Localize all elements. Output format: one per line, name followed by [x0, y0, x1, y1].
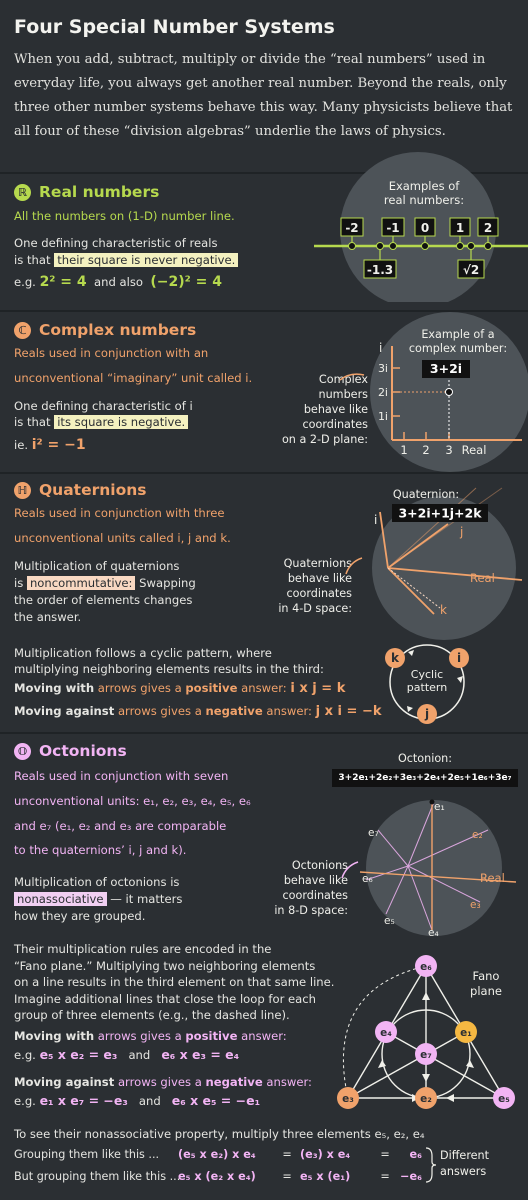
octonion-against-and: and	[138, 1094, 161, 1108]
fano-line-diag-1	[348, 1032, 466, 1098]
octonion-title: Octonions	[39, 742, 127, 760]
group1-d: (e₃) x e₄	[300, 1148, 351, 1161]
group2-e: =	[380, 1170, 390, 1183]
octonion-against-b: arrows gives a	[117, 1075, 202, 1089]
quaternion-mult-d: the order of elements changes	[14, 593, 193, 607]
group2-b: e₅ x (e₂ x e₄)	[178, 1170, 256, 1183]
octonion-symbol-icon: 𝕆	[14, 743, 31, 760]
example-1: 1	[455, 221, 465, 235]
complex-line1: Reals used in conjunction with an	[14, 346, 209, 360]
octonion-with-eg: e.g.	[14, 1048, 36, 1062]
group2-c: =	[282, 1170, 292, 1183]
group2-f: −e₆	[400, 1170, 422, 1183]
quaternion-mult-e: the answer.	[14, 610, 82, 624]
cycle-label-1: Cyclic	[410, 668, 444, 681]
octonion-line4: to the quaternions’ i, j and k).	[14, 843, 187, 857]
quaternion-cyclic-1: Multiplication follows a cyclic pattern, where	[14, 646, 272, 660]
octonion-fano-text	[14, 941, 354, 1024]
quaternion-cyclic-2: multiplying neighboring elements results in the third:	[14, 662, 324, 676]
grouping-row-1	[14, 1148, 422, 1161]
nonassoc-intro: To see their nonassociative property, multiply three elements e₅, e₂, e₄	[14, 1127, 425, 1141]
complex-eg-prefix: ie.	[14, 438, 29, 452]
complex-char-line	[14, 414, 188, 431]
quaternion-mult-c: Swapping	[139, 576, 196, 590]
quaternion-symbol-icon: ℍ	[14, 482, 31, 499]
fano-node-e2-label: e₂	[420, 1093, 432, 1105]
quaternion-with-eq: i x j = k	[290, 681, 346, 696]
quaternion-axis-j: j	[460, 525, 464, 539]
quaternion-title: Quaternions	[39, 481, 147, 499]
complex-char-b: is that	[14, 415, 51, 429]
octonion-against-rule	[14, 1074, 312, 1091]
octonion-against-eq2: e₆ x e₅ = −e₁	[171, 1093, 261, 1108]
complex-char-highlight: its square is negative.	[54, 415, 188, 429]
octonion-mult-c: how they are grouped.	[14, 909, 146, 923]
cycle-node-k-label: k	[391, 651, 399, 665]
complex-caption-arrow	[338, 370, 368, 384]
group1-f: e₆	[409, 1148, 422, 1161]
octonion-against-example	[14, 1092, 260, 1110]
answers-brace	[424, 1146, 438, 1184]
quaternion-mult-a: Multiplication of quaternions	[14, 559, 180, 573]
octonion-against-a: Moving against	[14, 1075, 115, 1089]
quaternion-with-rule	[14, 680, 345, 697]
octonion-coord-caption	[268, 858, 348, 918]
octonion-axis-e1: e₁	[434, 801, 445, 813]
complex-title: Complex numbers	[39, 321, 197, 339]
quaternion-heading	[14, 481, 147, 499]
complex-heading	[14, 321, 196, 339]
group2-d: e₅ x (e₁)	[300, 1170, 351, 1183]
complex-x-axis-label: Real	[461, 443, 487, 457]
complex-plane-caption-2: numbers	[318, 388, 368, 401]
fano-label-2: plane	[470, 984, 502, 998]
intro-paragraph: When you add, subtract, multiply or divide the “real numbers” used in everyday life, you always get another real number. Beyond the reals, only three other number systems behave this way. Many physicists believe that all four of these “division algebras” underlie the laws of physics.	[14, 52, 513, 139]
real-char-line	[14, 252, 238, 269]
fano-node-e5-label: e₅	[498, 1093, 510, 1105]
octonion-diagram	[348, 790, 528, 940]
quaternion-axis-i: i	[374, 513, 378, 527]
quaternion-axis-k: k	[440, 603, 447, 617]
real-eg-a: 2² = 4	[39, 274, 87, 290]
cycle-label-2: pattern	[406, 681, 448, 694]
divider	[0, 472, 528, 474]
octonion-against-eg: e.g.	[14, 1094, 36, 1108]
octonion-caption-arrow	[340, 858, 362, 882]
example-0: 0	[420, 221, 430, 235]
quaternion-line2: unconventional units called i, j and k.	[14, 531, 231, 545]
real-char-b: is that	[14, 253, 51, 267]
complex-symbol-icon: ℂ	[14, 322, 31, 339]
quaternion-diagram-label: Quaternion:	[392, 488, 460, 501]
quaternion-coord-3: coordinates	[286, 587, 352, 600]
quaternion-against-a: Moving against	[14, 704, 115, 718]
group1-b: (e₅ x e₂) x e₄	[178, 1148, 256, 1161]
fano-node-e7-label: e₇	[420, 1049, 432, 1061]
fano-label-1: Fano	[472, 969, 500, 983]
quaternion-line1: Reals used in conjunction with three	[14, 506, 225, 520]
quaternion-axis-real: Real	[470, 571, 495, 585]
real-eg-mid: and also	[94, 275, 143, 289]
fano-node-e1-label: e₁	[460, 1027, 472, 1039]
quaternion-diagram	[352, 480, 528, 642]
octonion-axis-e4: e₄	[428, 927, 439, 939]
complex-plane-caption-5: on a 2-D plane:	[281, 433, 368, 446]
grouping-row-2	[14, 1170, 422, 1183]
real-line1: All the numbers on (1-D) number line.	[14, 209, 235, 223]
octonion-fano-3: on a line results in the third element on that same line.	[14, 975, 335, 989]
fano-plane-diagram	[330, 950, 528, 1118]
real-diagram-label-2: real numbers:	[383, 193, 465, 207]
real-heading	[14, 183, 159, 201]
complex-example-label-2: complex number:	[408, 342, 508, 355]
cycle-node-i-label: i	[456, 651, 462, 665]
quaternion-against-eq: j x i = −k	[315, 704, 382, 719]
real-char-highlight: their square is never negative.	[54, 253, 238, 267]
real-example	[14, 274, 222, 291]
complex-y-axis-label: i	[379, 341, 383, 355]
fano-node-e3-label: e₃	[342, 1093, 354, 1105]
octonion-line1: Reals used in conjunction with seven	[14, 769, 229, 783]
octonion-coord-2: behave like	[283, 874, 348, 887]
fano-line-diag-2	[386, 1032, 504, 1098]
octonion-with-eq2: e₆ x e₃ = e₄	[161, 1047, 240, 1062]
different-answers-label	[440, 1148, 489, 1180]
complex-example-label-1: Example of a	[421, 328, 495, 341]
quaternion-with-a: Moving with	[14, 681, 95, 695]
complex-y-tick-1: 1i	[377, 410, 388, 423]
octonion-against-c: negative	[205, 1075, 263, 1089]
complex-x-tick-2: 2	[422, 443, 430, 457]
octonion-with-example	[14, 1046, 239, 1064]
quaternion-coord-1: Quaternions	[283, 557, 352, 570]
octonion-with-b: arrows gives a	[97, 1029, 182, 1043]
fano-node-e6-label: e₆	[420, 961, 432, 973]
octonion-with-c: positive	[185, 1029, 238, 1043]
quaternion-cycle-diagram	[380, 636, 480, 730]
octonion-line3: and e₇ (e₁, e₂ and e₃ are comparable	[14, 819, 227, 833]
octonion-axis-e2: e₂	[472, 829, 483, 841]
octonion-fano-4: Imagine additional lines that close the loop for each	[14, 991, 317, 1006]
cycle-node-j-label: j	[424, 707, 430, 721]
octonion-coord-4: in 8-D space:	[274, 904, 348, 917]
octonion-axis-e3: e₃	[470, 899, 481, 911]
octonion-with-eq1: e₅ x e₂ = e₃	[39, 1047, 118, 1062]
octonion-with-d: answer:	[241, 1029, 287, 1043]
quaternion-mult-highlight: noncommutative:	[27, 576, 136, 590]
page-title: Four Special Number Systems	[14, 16, 335, 38]
quaternion-mult-block	[14, 558, 234, 626]
complex-x-tick-3: 3	[445, 443, 453, 457]
complex-y-tick-2: 2i	[377, 386, 388, 399]
example-neg2: -2	[345, 221, 359, 235]
octonion-with-rule	[14, 1028, 287, 1045]
quaternion-against-c: negative	[205, 704, 263, 718]
example-neg13: -1.3	[366, 263, 394, 277]
octonion-mult-block	[14, 874, 244, 925]
octonion-mult-a: Multiplication of octonions is	[14, 875, 180, 889]
octonion-mult-b: — it matters	[110, 892, 183, 906]
octonion-example-value: 3+2e₁+2e₂+3e₃+2e₄+2e₅+1e₆+3e₇	[332, 769, 518, 787]
quaternion-with-c: positive	[185, 681, 238, 695]
octonion-axis-e7: e₇	[368, 827, 379, 839]
fano-node-e4-label: e₄	[380, 1027, 392, 1039]
octonion-line2: unconventional units: e₁, e₂, e₃, e₄, e₅, e₆	[14, 794, 251, 808]
group1-a: Grouping them like this ...	[14, 1148, 160, 1161]
octonion-mult-highlight: nonassociative	[14, 892, 107, 906]
quaternion-against-rule	[14, 703, 382, 720]
octonion-axis-e5: e₅	[384, 915, 395, 927]
complex-example	[14, 437, 86, 454]
real-eg-prefix: e.g.	[14, 275, 36, 289]
octonion-with-and: and	[128, 1048, 151, 1062]
octonion-against-eq1: e₁ x e₇ = −e₃	[39, 1093, 128, 1108]
quaternion-coord-2: behave like	[287, 572, 352, 585]
octonion-fano-2: “Fano plane.” Multiplying two neighboring elements	[14, 958, 316, 973]
quaternion-example-value: 3+2i+1j+2k	[398, 505, 482, 521]
octonion-heading	[14, 742, 127, 760]
quaternion-coord-caption	[272, 556, 352, 616]
complex-plane-caption-3: behave like	[303, 403, 368, 416]
complex-plane-caption-1: Complex	[318, 373, 368, 386]
divider	[0, 732, 528, 734]
example-2: 2	[483, 221, 493, 235]
real-title: Real numbers	[39, 183, 160, 201]
group1-e: =	[380, 1148, 390, 1161]
octonion-against-d: answer:	[266, 1075, 312, 1089]
different-answers-2: answers	[440, 1165, 487, 1178]
quaternion-coord-4: in 4-D space:	[278, 602, 352, 615]
real-diagram-label-1: Examples of	[388, 179, 460, 193]
complex-x-tick-1: 1	[400, 443, 408, 457]
example-neg1: -1	[386, 221, 400, 235]
octonion-coord-3: coordinates	[282, 889, 348, 902]
quaternion-against-b: arrows gives a	[117, 704, 202, 718]
octonion-fano-5: group of three elements (e.g., the dashed line).	[14, 1008, 290, 1022]
quaternion-caption-arrow	[344, 554, 366, 578]
complex-y-tick-3: 3i	[377, 362, 388, 375]
different-answers-1: Different	[440, 1149, 490, 1162]
octonion-diagram-label: Octonion:	[397, 752, 453, 765]
octonion-axis-e6: e₆	[362, 873, 373, 885]
quaternion-mult-b: is	[14, 576, 24, 590]
complex-line2: unconventional “imaginary” unit called i.	[14, 371, 253, 385]
octonion-axis-real: Real	[480, 871, 505, 885]
quaternion-against-d: answer:	[266, 704, 312, 718]
complex-eg-a: i² = −1	[31, 437, 86, 453]
group2-a: But grouping them like this ...	[14, 1170, 181, 1183]
real-eg-b: (−2)² = 4	[150, 274, 222, 290]
real-number-line-diagram	[300, 152, 528, 302]
complex-plane-diagram	[360, 312, 528, 472]
complex-example-value: 3+2i	[429, 361, 463, 376]
group1-c: =	[282, 1148, 292, 1161]
octonion-with-a: Moving with	[14, 1029, 95, 1043]
complex-plane-caption-4: coordinates	[302, 418, 368, 431]
complex-char-a: One defining characteristic of i	[14, 399, 193, 413]
example-sqrt2: √2	[462, 263, 480, 277]
quaternion-with-d: answer:	[241, 681, 287, 695]
real-char-a: One defining characteristic of reals	[14, 236, 218, 250]
octonion-coord-1: Octonions	[291, 859, 348, 872]
octonion-fano-1: Their multiplication rules are encoded in the	[14, 942, 272, 956]
complex-point	[446, 389, 453, 396]
real-symbol-icon: ℝ	[14, 184, 31, 201]
quaternion-with-b: arrows gives a	[97, 681, 182, 695]
